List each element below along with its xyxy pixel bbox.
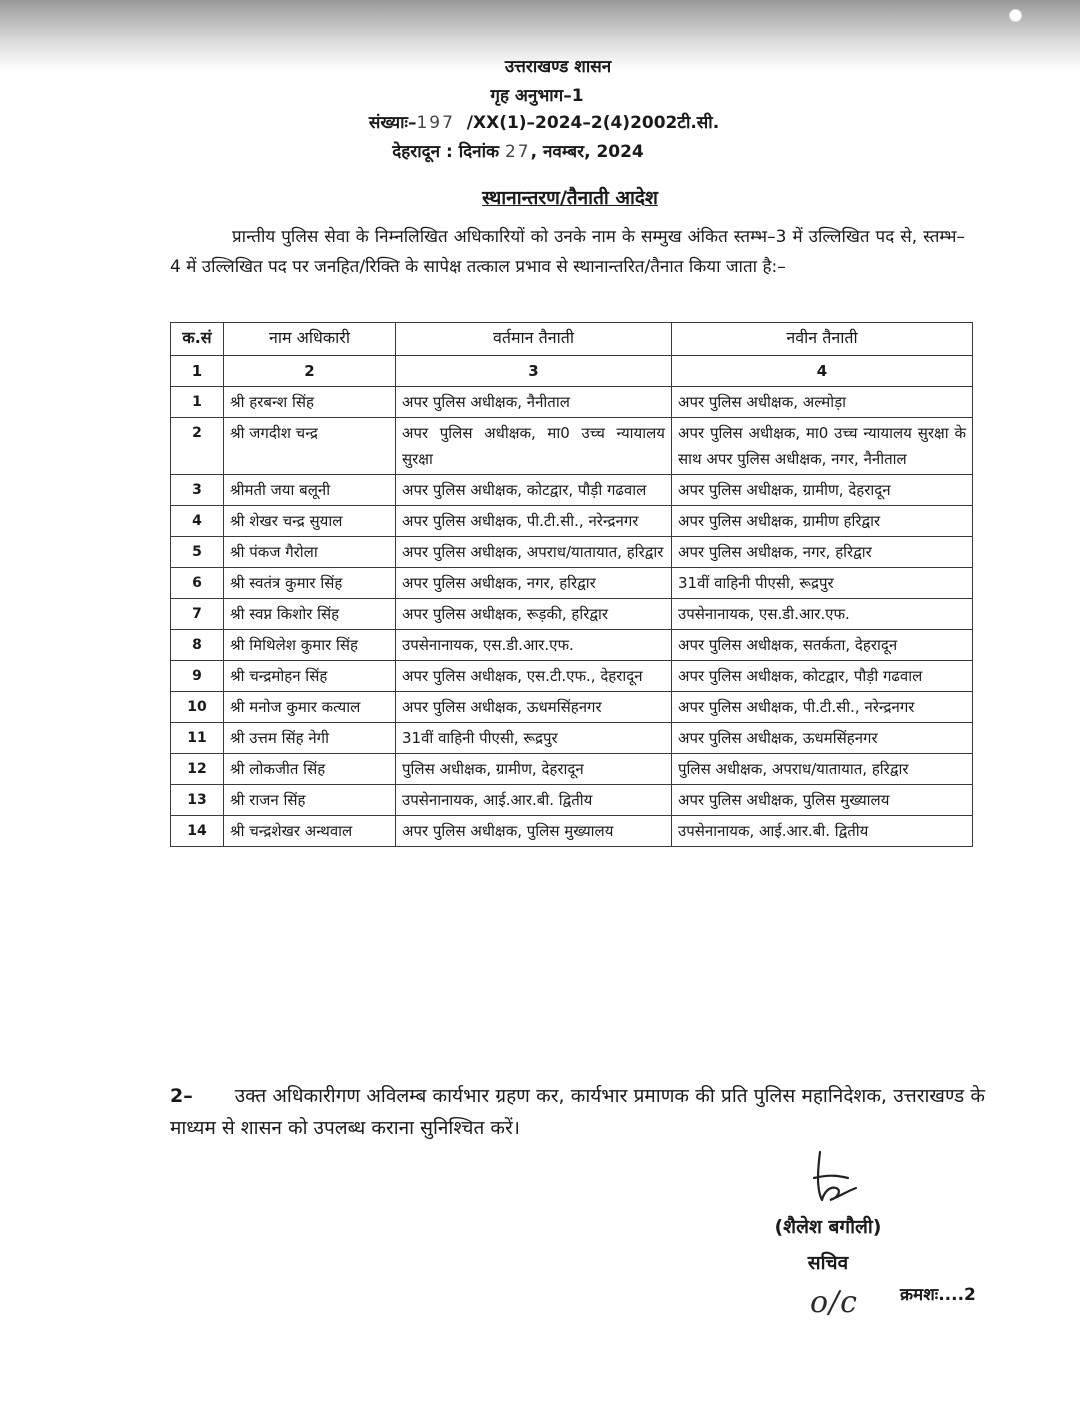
current-posting: अपर पुलिस अधीक्षक, नैनीताल [396, 387, 672, 418]
row-serial: 14 [171, 816, 224, 847]
row-serial: 7 [171, 599, 224, 630]
new-posting: अपर पुलिस अधीक्षक, पी.टी.सी., नरेन्द्रनगर [672, 692, 973, 723]
header-current-posting: वर्तमान तैनाती [396, 323, 672, 356]
current-posting: अपर पुलिस अधीक्षक, नगर, हरिद्वार [396, 568, 672, 599]
signature-mark [800, 1148, 880, 1212]
new-posting: अपर पुलिस अधीक्षक, सतर्कता, देहरादून [672, 630, 973, 661]
table-row [171, 418, 973, 475]
officer-name: श्री मनोज कुमार कत्याल [224, 692, 396, 723]
continuation-marker: क्रमशः....2 [900, 1285, 976, 1305]
current-posting: अपर पुलिस अधीक्षक, मा0 उच्च न्यायालय सुरक्षा [396, 418, 672, 475]
row-serial: 8 [171, 630, 224, 661]
header-name: नाम अधिकारी [224, 323, 396, 356]
officer-name: श्रीमती जया बलूनी [224, 475, 396, 506]
new-posting: उपसेनानायक, आई.आर.बी. द्वितीय [672, 816, 973, 847]
row-serial: 10 [171, 692, 224, 723]
current-posting: अपर पुलिस अधीक्षक, कोटद्वार, पौड़ी गढवाल [396, 475, 672, 506]
handwritten-note: o/c [810, 1285, 858, 1320]
table-row [171, 387, 973, 418]
current-posting: पुलिस अधीक्षक, ग्रामीण, देहरादून [396, 754, 672, 785]
officer-name: श्री उत्तम सिंह नेगी [224, 723, 396, 754]
date-day: 27 [504, 142, 531, 162]
instruction-paragraph [170, 1080, 985, 1144]
table-body [171, 387, 973, 847]
header-new-posting: नवीन तैनाती [672, 323, 973, 356]
paragraph-text: उक्त अधिकारीगण अविलम्ब कार्यभार ग्रहण कर, कार्यभार प्रमाणक की प्रति पुलिस महानिदेशक, उत्तराखण्ड के माध्यम से शासन को उपलब्ध कराना सुनिश्चित करें। [170, 1085, 985, 1139]
officer-name: श्री स्वप्न किशोर सिंह [224, 599, 396, 630]
new-posting: अपर पुलिस अधीक्षक, अल्मोड़ा [672, 387, 973, 418]
officer-name: श्री पंकज गैरोला [224, 537, 396, 568]
officer-name: श्री चन्द्रशेखर अन्थवाल [224, 816, 396, 847]
table-header-row [171, 323, 973, 356]
table-row [171, 723, 973, 754]
officer-name: श्री लोकजीत सिंह [224, 754, 396, 785]
new-posting: उपसेनानायक, एस.डी.आर.एफ. [672, 599, 973, 630]
order-number-line [4, 111, 1080, 135]
current-posting: अपर पुलिस अधीक्षक, ऊधमसिंहनगर [396, 692, 672, 723]
current-posting: अपर पुलिस अधीक्षक, पी.टी.सी., नरेन्द्रनगर [396, 506, 672, 537]
row-serial: 11 [171, 723, 224, 754]
colnum-2: 2 [224, 356, 396, 387]
new-posting: अपर पुलिस अधीक्षक, नगर, हरिद्वार [672, 537, 973, 568]
new-posting: पुलिस अधीक्षक, अपराध/यातायात, हरिद्वार [672, 754, 973, 785]
new-posting: अपर पुलिस अधीक्षक, पुलिस मुख्यालय [672, 785, 973, 816]
colnum-1: 1 [171, 356, 224, 387]
officer-name: श्री जगदीश चन्द्र [224, 418, 396, 475]
table-row [171, 785, 973, 816]
order-suffix: /XX(1)–2024–2(4)2002टी.सी. [466, 113, 720, 133]
new-posting: 31वीं वाहिनी पीएसी, रूद्रपुर [672, 568, 973, 599]
intro-paragraph: प्रान्तीय पुलिस सेवा के निम्नलिखित अधिकारियों को उनके नाम के सम्मुख अंकित स्तम्भ–3 में उल्लिखित पद से, स्तम्भ–4 में उल्लिखित पद पर जनहित/रिक्ति के सापेक्ष तत्काल प्रभाव से स्थानान्तरित/तैनात किया जाता है:– [170, 227, 965, 277]
new-posting: अपर पुलिस अधीक्षक, कोटद्वार, पौड़ी गढवाल [672, 661, 973, 692]
signatory-name: (शैलेश बगौली) [774, 1216, 882, 1238]
table-row [171, 630, 973, 661]
row-serial: 5 [171, 537, 224, 568]
column-number-row [171, 356, 973, 387]
date-prefix: देहरादून : दिनांक [392, 142, 500, 162]
current-posting: उपसेनानायक, एस.डी.आर.एफ. [396, 630, 672, 661]
officer-name: श्री चन्द्रमोहन सिंह [224, 661, 396, 692]
officer-name: श्री हरबन्श सिंह [224, 387, 396, 418]
officer-name: श्री स्वतंत्र कुमार सिंह [224, 568, 396, 599]
govt-name: उत्तराखण्ड शासन [504, 57, 612, 77]
order-title: स्थानान्तरण/तैनाती आदेश [482, 187, 658, 209]
row-serial: 12 [171, 754, 224, 785]
date-suffix: , नवम्बर, 2024 [530, 142, 644, 162]
officer-name: श्री मिथिलेश कुमार सिंह [224, 630, 396, 661]
table-row [171, 506, 973, 537]
officer-name: श्री राजन सिंह [224, 785, 396, 816]
table-row [171, 599, 973, 630]
header-serial: क.सं [171, 323, 224, 356]
row-serial: 3 [171, 475, 224, 506]
current-posting: 31वीं वाहिनी पीएसी, रूद्रपुर [396, 723, 672, 754]
row-serial: 2 [171, 418, 224, 475]
row-serial: 4 [171, 506, 224, 537]
row-serial: 9 [171, 661, 224, 692]
transfer-table [170, 322, 973, 847]
table-row [171, 537, 973, 568]
table-row [171, 475, 973, 506]
table-row [171, 754, 973, 785]
table-row [171, 692, 973, 723]
paragraph-number: 2– [170, 1085, 193, 1107]
current-posting: अपर पुलिस अधीक्षक, अपराध/यातायात, हरिद्वार [396, 537, 672, 568]
new-posting: अपर पुलिस अधीक्षक, ग्रामीण, देहरादून [672, 475, 973, 506]
row-serial: 6 [171, 568, 224, 599]
new-posting: अपर पुलिस अधीक्षक, मा0 उच्च न्यायालय सुरक्षा के साथ अपर पुलिस अधीक्षक, नगर, नैनीताल [672, 418, 973, 475]
current-posting: अपर पुलिस अधीक्षक, पुलिस मुख्यालय [396, 816, 672, 847]
current-posting: अपर पुलिस अधीक्षक, रूड़की, हरिद्वार [396, 599, 672, 630]
table-row [171, 816, 973, 847]
order-prefix: संख्याः– [368, 113, 417, 133]
new-posting: अपर पुलिस अधीक्षक, ग्रामीण हरिद्वार [672, 506, 973, 537]
table-row [171, 661, 973, 692]
current-posting: अपर पुलिस अधीक्षक, एस.टी.एफ., देहरादून [396, 661, 672, 692]
new-posting: अपर पुलिस अधीक्षक, ऊधमसिंहनगर [672, 723, 973, 754]
order-number: 197 [416, 113, 455, 133]
row-serial: 13 [171, 785, 224, 816]
current-posting: उपसेनानायक, आई.आर.बी. द्वितीय [396, 785, 672, 816]
row-serial: 1 [171, 387, 224, 418]
colnum-3: 3 [396, 356, 672, 387]
colnum-4: 4 [672, 356, 973, 387]
table-row [171, 568, 973, 599]
date-line [0, 140, 1058, 164]
department-name: गृह अनुभाग–1 [490, 86, 584, 106]
officer-name: श्री शेखर चन्द्र सुयाल [224, 506, 396, 537]
signatory-designation: सचिव [807, 1252, 849, 1274]
